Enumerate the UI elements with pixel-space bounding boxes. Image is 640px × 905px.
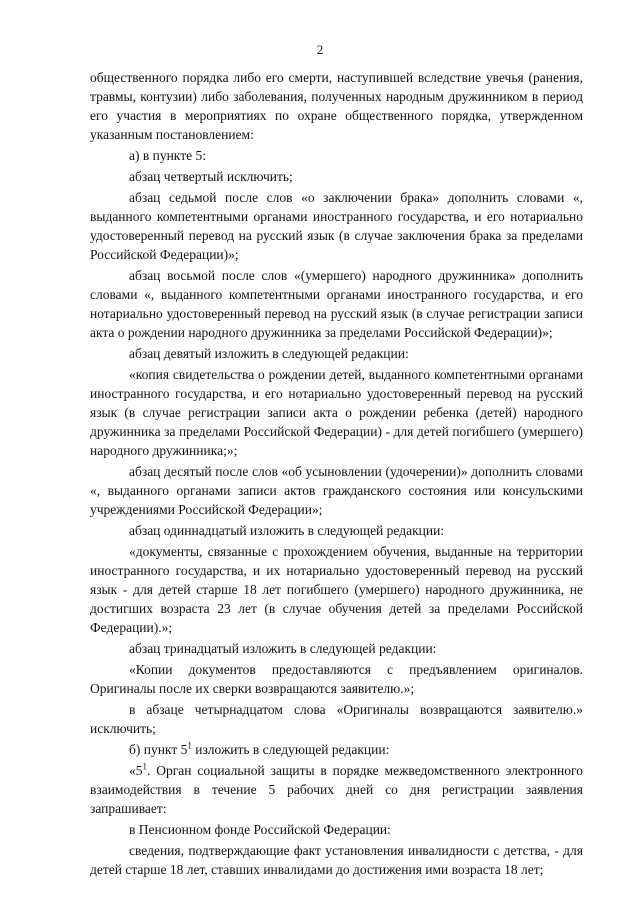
paragraph: сведения, подтверждающие факт установления инвалидности с детства, - для детей старше 18 лет, ставших инвалидами до достижения ими возраста 18 лет;: [90, 843, 583, 877]
paragraph: общественного порядка либо его смерти, наступившей вследствие увечья (ранения, травмы, контузии) либо заболевания, полученных народным дружинником в период его участия в мероприятиях по охране общественного порядка, утвержденном указанным постановлением:: [90, 70, 583, 142]
paragraph: «копия свидетельства о рождении детей, выданного компетентными органами иностранного государства, и его нотариально удостоверенный перевод на русский язык (в случае регистрации записи акта о рождении ребенка (детей) народного дружинника за пределами Российской Федерации) - для детей погибшего (умершего) народного дружинника;»;: [90, 367, 583, 458]
paragraph-text: . Орган социальной защиты в порядке межведомственного электронного взаимодействия в течение 5 рабочих дней со дня регистрации заявления запрашивает:: [90, 763, 583, 816]
paragraph: абзац девятый изложить в следующей редакции:: [129, 346, 409, 361]
paragraph: «документы, связанные с прохождением обучения, выданные на территории иностранного государства, и их нотариально удостоверенный перевод на русский язык - для детей старше 18 лет погибшего (умершего) народного дружинника, не достигших возраста 23 лет (в случае обучения детей за пределами Российской Федерации).»;: [90, 544, 583, 635]
paragraph: абзац одиннадцатый изложить в следующей редакции:: [129, 523, 445, 538]
paragraph: в Пенсионном фонде Российской Федерации:: [129, 822, 391, 837]
paragraph: абзац седьмой после слов «о заключении брака» дополнить словами «, выданного компетентными органами иностранного государства, и его нотариально удостоверенный перевод на русский язык (в случае заключения брака за пределами Российской Федерации)»;: [90, 190, 583, 262]
paragraph-text: изложить в следующей редакции:: [191, 742, 390, 757]
paragraph: абзац четвертый исключить;: [129, 169, 293, 184]
paragraph: а) в пункте 5:: [129, 148, 206, 163]
paragraph: «Копии документов предоставляются с предъявлением оригиналов. Оригиналы после их сверки возвращаются заявителю.»;: [90, 662, 583, 696]
document-body: [90, 68, 583, 881]
paragraph: [90, 761, 583, 818]
paragraph: абзац восьмой после слов «(умершего) народного дружинника» дополнить словами «, выданного компетентными органами иностранного государства, и его нотариально удостоверенный перевод на русский язык (в случае регистрации записи акта о рождении народного дружинника за пределами Российской Федерации)»;: [90, 268, 583, 340]
paragraph: в абзаце четырнадцатом слова «Оригиналы возвращаются заявителю.» исключить;: [90, 702, 583, 736]
superscript: 1: [187, 740, 192, 751]
paragraph: абзац десятый после слов «об усыновлении (удочерении)» дополнить словами «, выданного органами записи актов гражданского состояния или консульскими учреждениями Российской Федерации»;: [90, 464, 583, 517]
paragraph-text: «5: [129, 763, 143, 778]
paragraph: абзац тринадцатый изложить в следующей редакции:: [129, 641, 437, 656]
superscript: 1: [142, 761, 147, 772]
page-number: 2: [316, 42, 324, 57]
paragraph: [90, 740, 583, 759]
paragraph-text: б) пункт 5: [129, 742, 188, 757]
